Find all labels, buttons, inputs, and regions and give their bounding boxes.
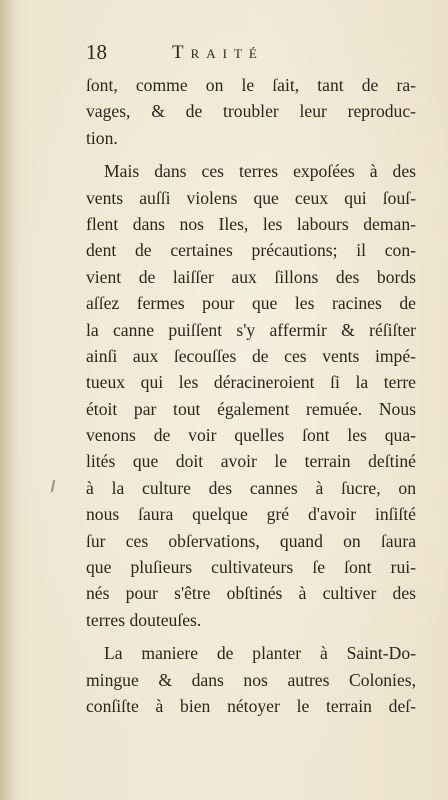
text-line: venons de voir quelles ſont les qua- <box>86 425 416 446</box>
text-line: vents auſſi violens que ceux qui ſouſ- <box>86 187 416 208</box>
text-line: lités que doit avoir le terrain deſtiné <box>86 451 416 472</box>
text-line: La maniere de planter à Saint-Do- <box>104 643 416 664</box>
page-header <box>86 40 416 68</box>
running-title: Traité <box>172 42 264 63</box>
text-line: flent dans nos Iles, les labours deman- <box>86 213 416 234</box>
gutter-shadow <box>0 0 18 800</box>
text-line: ainſi aux ſecouſſes de ces vents impé- <box>86 345 416 366</box>
text-line: vages, & de troubler leur reproduc- <box>86 101 416 122</box>
text-line: aſſez fermes pour que les racines de <box>86 293 416 314</box>
text-line: nous ſaura quelque gré d'avoir inſiſté <box>86 504 416 525</box>
text-line: nés pour s'être obſtinés à cultiver des <box>86 583 416 604</box>
page-number: 18 <box>86 40 107 64</box>
text-line: tueux qui les déracineroient ſi la terre <box>86 372 416 393</box>
text-line: terres douteuſes. <box>86 609 202 630</box>
text-line: vient de laiſſer aux ſillons des bords <box>86 266 416 287</box>
text-line: tion. <box>86 127 118 148</box>
text-line: étoit par tout également remuée. Nous <box>86 398 416 419</box>
text-line: la canne puiſſent s'y affermir & réſiſter <box>86 319 416 340</box>
body-text <box>86 72 416 719</box>
margin-mark <box>51 480 55 492</box>
text-line: à la culture des cannes à ſucre, on <box>86 477 416 498</box>
text-line: ſur ces obſervations, quand on ſaura <box>86 530 416 551</box>
text-line: dent de certaines précautions; il con- <box>86 240 416 261</box>
text-line: ſont, comme on le ſait, tant de ra- <box>86 75 416 95</box>
text-line: Mais dans ces terres expoſées à des <box>104 161 416 182</box>
text-line: mingue & dans nos autres Colonies, <box>86 669 416 690</box>
text-line: conſiſte à bien nétoyer le terrain deſ- <box>86 695 416 716</box>
text-line: que pluſieurs cultivateurs ſe ſont rui- <box>86 557 416 578</box>
